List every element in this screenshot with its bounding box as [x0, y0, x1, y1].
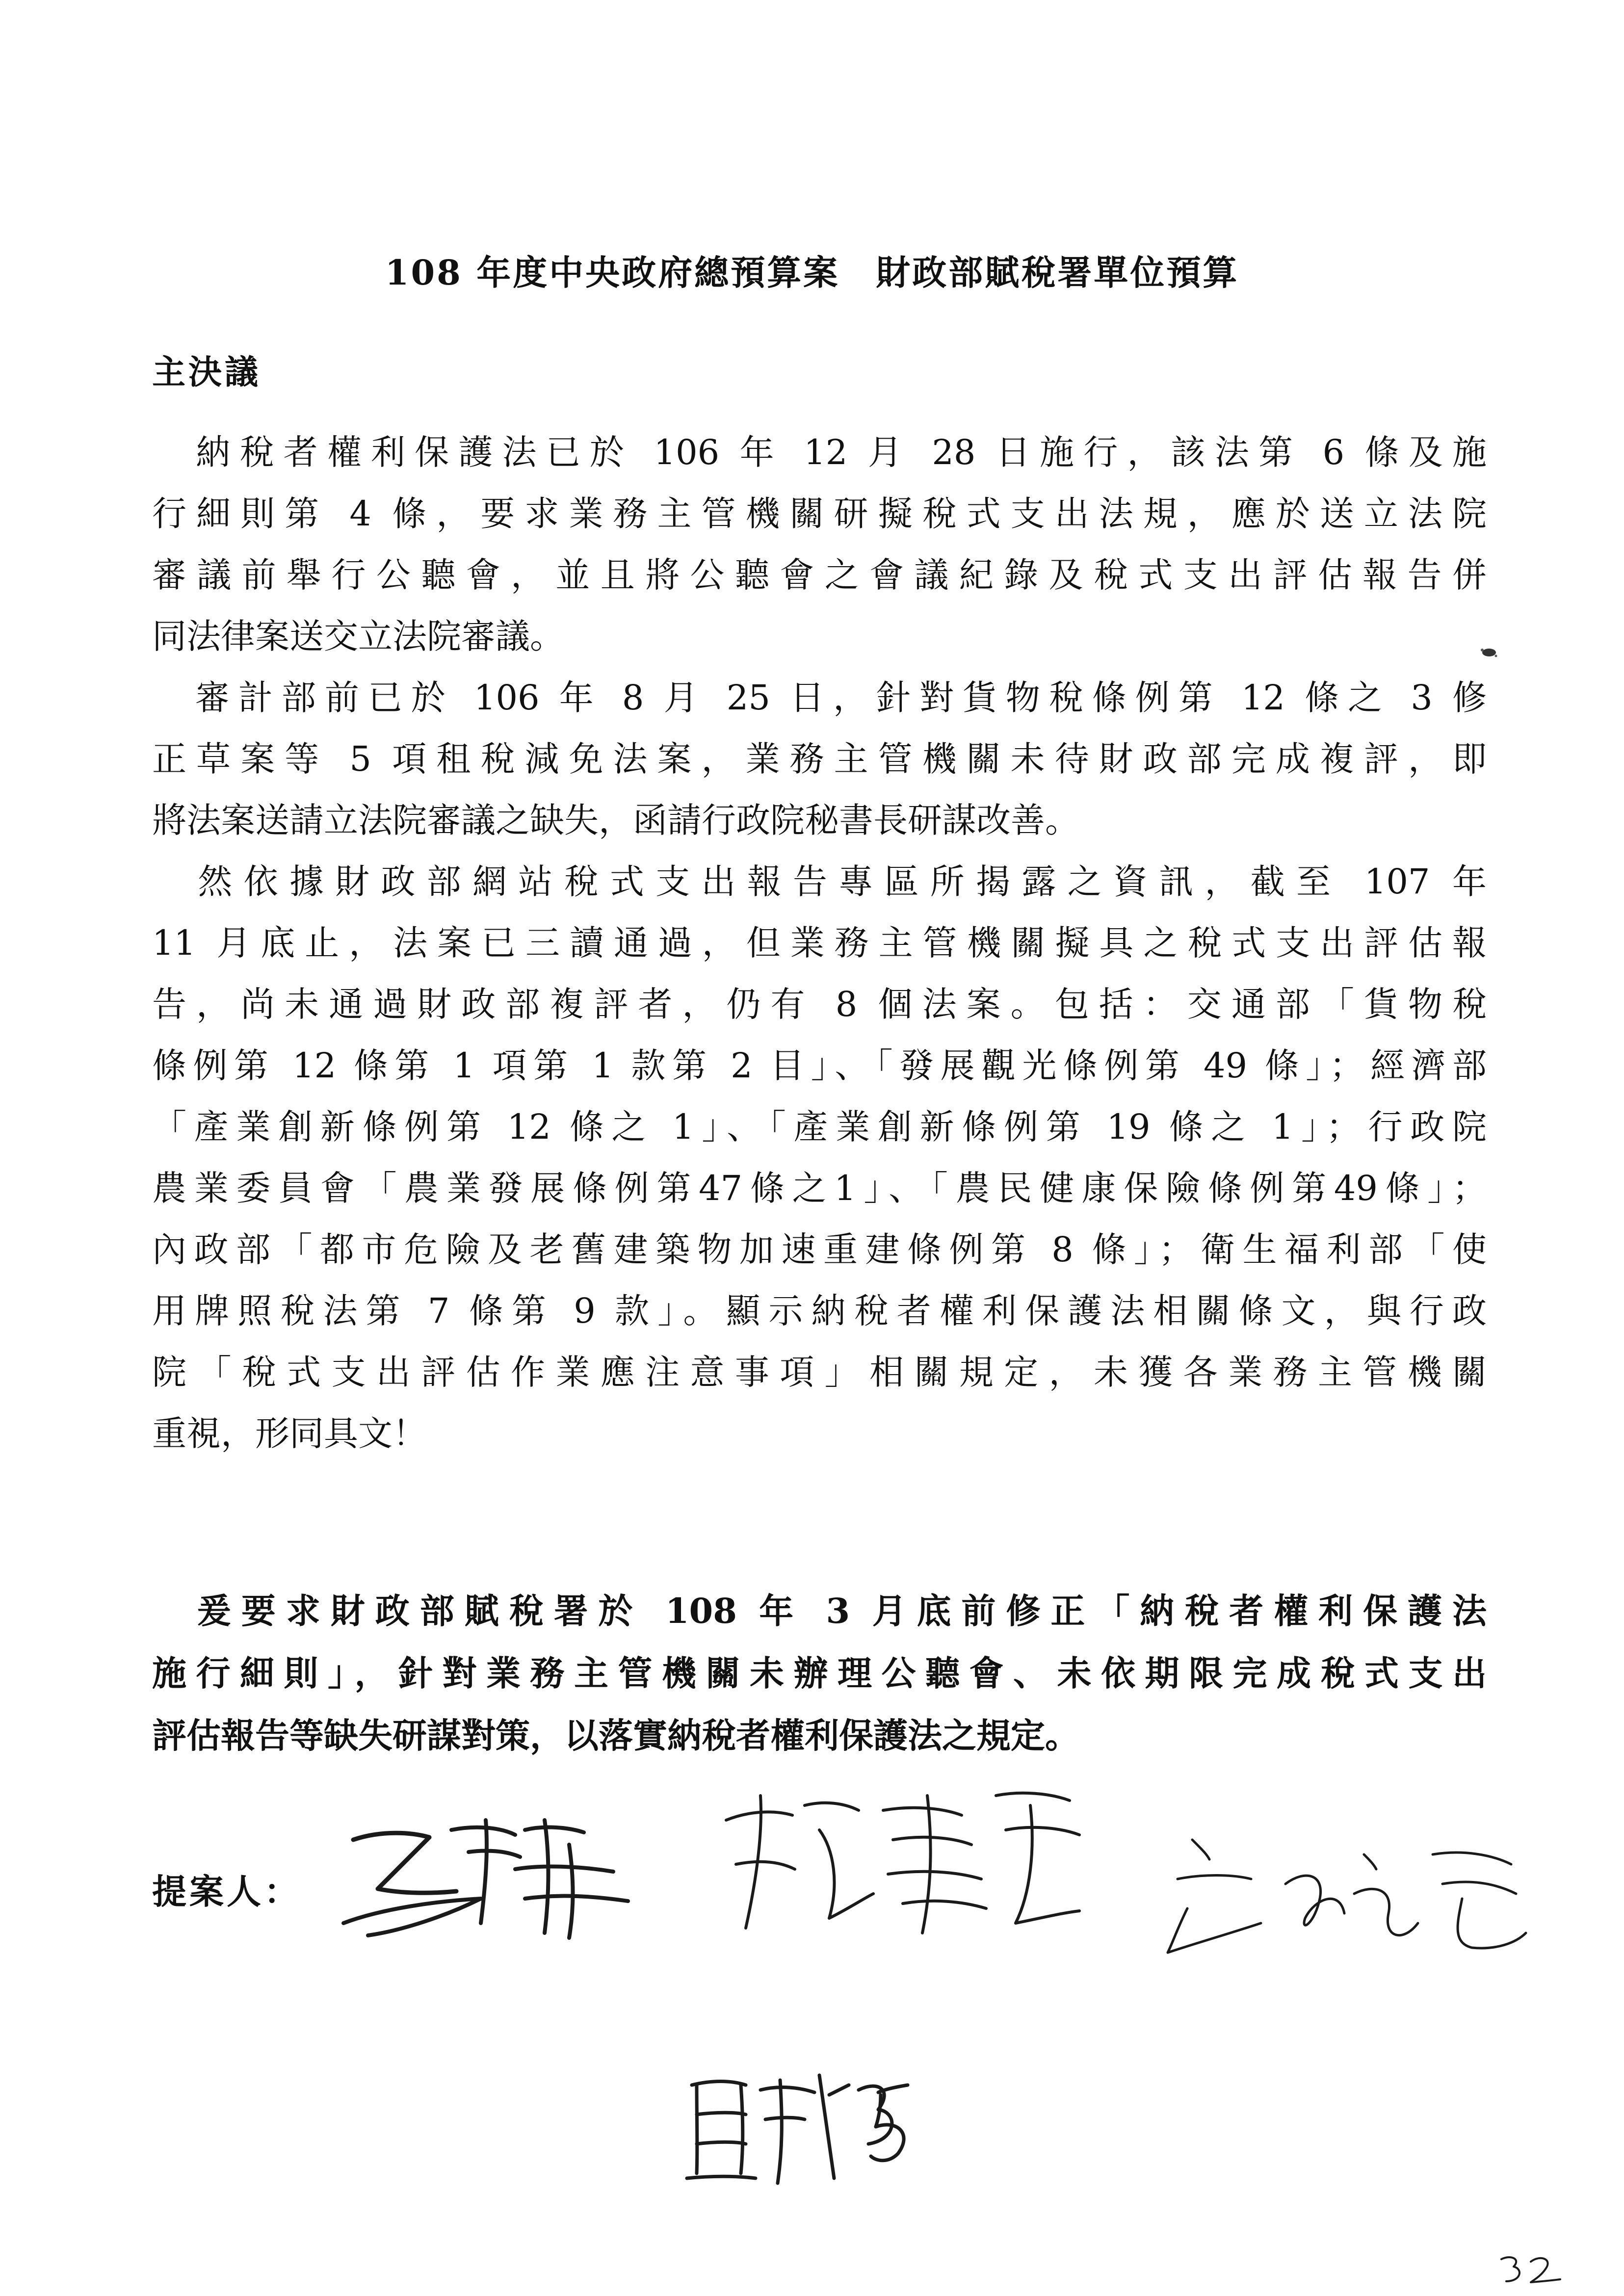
paragraph-line: 條例第 12 條第 1 項第 1 款第 2 目」、「發展觀光條例第 49 條」；經濟部 — [152, 1045, 1487, 1086]
signature-2 — [707, 1776, 1099, 1953]
paragraph-line: 重視，形同具文！ — [152, 1413, 427, 1454]
document-title: 108 年度中央政府總預算案 財政部賦稅署單位預算 — [385, 252, 1239, 293]
paragraph-line: 告，尚未通過財政部複評者，仍有 8 個法案。包括：交通部「貨物稅 — [152, 984, 1487, 1024]
paragraph-1 — [152, 422, 1487, 667]
conclusion-paragraph — [152, 1580, 1487, 1767]
conclusion-line: 爰要求財政部賦稅署於 108 年 3 月底前修正「納稅者權利保護法 — [152, 1591, 1487, 1631]
paragraph-line: 11 月底止，法案已三讀通過，但業務主管機關擬具之稅式支出評估報 — [152, 923, 1487, 963]
handwritten-note — [682, 2065, 917, 2193]
signature-1 — [339, 1810, 653, 1948]
paragraph-line: 審議前舉行公聽會，並且將公聽會之會議紀錄及稅式支出評估報告併 — [152, 555, 1487, 595]
page-number — [1496, 2252, 1565, 2286]
paragraph-line: 正草案等 5 項租稅減免法案，業務主管機關未待財政部完成複評，即 — [152, 739, 1487, 779]
paragraph-line: 然依據財政部網站稅式支出報告專區所揭露之資訊，截至 107 年 — [152, 861, 1487, 902]
paragraph-line: 院「稅式支出評估作業應注意事項」相關規定，未獲各業務主管機關 — [152, 1352, 1487, 1392]
conclusion-line: 施行細則」，針對業務主管機關未辦理公聽會、未依期限完成稅式支出 — [152, 1653, 1487, 1694]
section-heading: 主決議 — [152, 353, 262, 392]
paragraph-line: 用牌照稅法第 7 條第 9 款」。顯示納稅者權利保護法相關條文，與行政 — [152, 1291, 1487, 1331]
ink-speck — [1479, 645, 1499, 660]
paragraph-line: 將法案送請立法院審議之缺失，函請行政院秘書長研謀改善。 — [152, 800, 1079, 840]
signature-3 — [1158, 1825, 1531, 1972]
conclusion-line: 評估報告等缺失研謀對策，以落實納稅者權利保護法之規定。 — [152, 1715, 1079, 1756]
paragraph-2 — [152, 667, 1487, 851]
paragraph-line: 內政部「都市危險及老舊建築物加速重建條例第 8 條」；衛生福利部「使 — [152, 1229, 1487, 1270]
paragraph-line: 審計部前已於 106 年 8 月 25 日，針對貨物稅條例第 12 條之 3 修 — [152, 678, 1487, 718]
paragraph-3 — [152, 851, 1487, 1464]
paragraph-line: 同法律案送交立法院審議。 — [152, 616, 564, 656]
proposer-label: 提案人： — [152, 1871, 301, 1912]
paragraph-line: 行細則第 4 條，要求業務主管機關研擬稅式支出法規，應於送立法院 — [152, 494, 1487, 534]
paragraph-line: 農業委員會「農業發展條例第47條之1」、「農民健康保險條例第49條」； — [152, 1168, 1487, 1208]
paragraph-line: 納稅者權利保護法已於 106 年 12 月 28 日施行，該法第 6 條及施 — [152, 432, 1487, 472]
paragraph-line: 「產業創新條例第 12 條之 1」、「產業創新條例第 19 條之 1」；行政院 — [152, 1107, 1487, 1147]
